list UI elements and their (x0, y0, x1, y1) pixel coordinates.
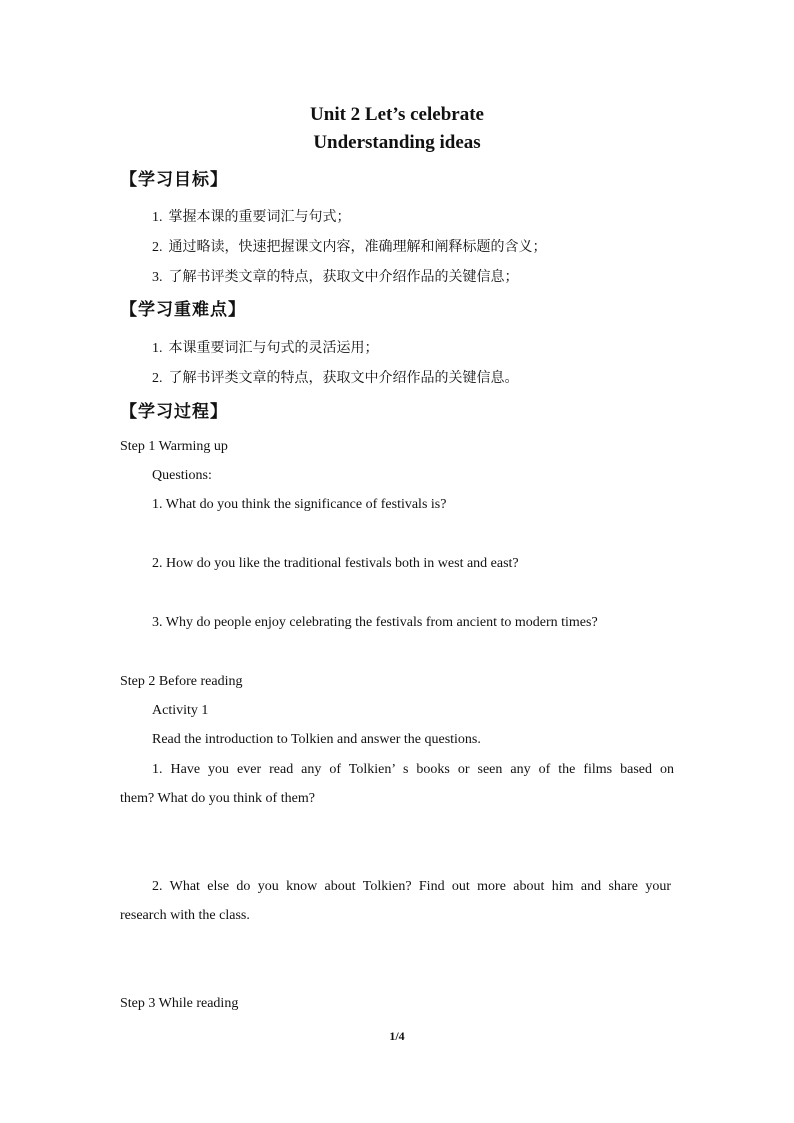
item-number: 2. (152, 240, 163, 255)
item-text: 了解书评类文章的特点，获取文中介绍作品的关键信息。 (168, 370, 519, 386)
section-heading-key-points: 【学习重难点】 (120, 300, 246, 320)
item-number: 1. (152, 210, 163, 225)
reading-question-line: 2. What else do you know about Tolkien? Find out more about him and share your (152, 879, 671, 894)
activity-instruction: Read the introduction to Tolkien and answer the questions. (152, 732, 481, 747)
reading-question-line: them? What do you think of them? (120, 791, 315, 806)
warmup-question: 1. What do you think the significance of festivals is? (152, 497, 447, 512)
key-point-item (152, 337, 379, 357)
activity-label: Activity 1 (152, 703, 209, 718)
step1-label: Step 1 Warming up (120, 439, 228, 454)
section-heading-objectives: 【学习目标】 (120, 170, 228, 190)
objective-item (152, 236, 547, 256)
document-title: Unit 2 Let’s celebrate (310, 104, 484, 125)
warmup-question: 3. Why do people enjoy celebrating the festivals from ancient to modern times? (152, 615, 598, 630)
document-subtitle: Understanding ideas (313, 132, 481, 153)
reading-question-line: research with the class. (120, 908, 250, 923)
item-text: 了解书评类文章的特点，获取文中介绍作品的关键信息； (168, 269, 519, 285)
item-text: 通过略读，快速把握课文内容，准确理解和阐释标题的含义； (168, 239, 547, 255)
key-point-item (152, 367, 519, 387)
questions-label: Questions: (152, 468, 212, 483)
objective-item (152, 206, 351, 226)
warmup-question: 2. How do you like the traditional festivals both in west and east? (152, 556, 519, 571)
step2-label: Step 2 Before reading (120, 674, 243, 689)
page-number: 1/4 (389, 1029, 405, 1043)
item-text: 掌握本课的重要词汇与句式； (168, 209, 351, 225)
section-heading-process: 【学习过程】 (120, 402, 228, 422)
reading-question-line: 1. Have you ever read any of Tolkien’ s books or seen any of the films based on (152, 762, 674, 777)
step3-label: Step 3 While reading (120, 996, 239, 1011)
item-number: 2. (152, 371, 163, 386)
item-number: 3. (152, 270, 163, 285)
objective-item (152, 266, 519, 286)
item-number: 1. (152, 341, 163, 356)
item-text: 本课重要词汇与句式的灵活运用； (168, 340, 379, 356)
